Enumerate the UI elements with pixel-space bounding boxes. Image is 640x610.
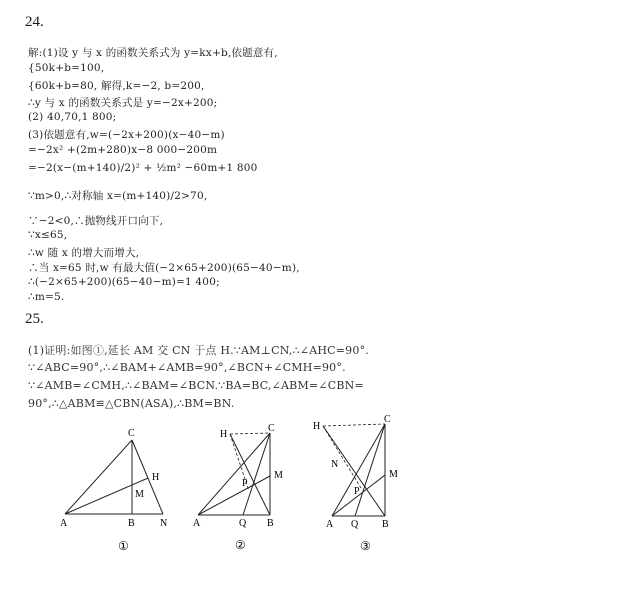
q24-line: ∴y 与 x 的函数关系式是 y=−2x+200; [28,97,218,109]
label-N: N [160,518,168,529]
label-H: H [152,472,160,483]
caption-2: ② [235,538,246,552]
label-A: A [60,518,68,529]
label-H: H [313,421,321,432]
label-B: B [128,518,135,529]
segment-AC [65,440,132,514]
segment-CQ [355,424,385,516]
segment-AC [332,424,385,516]
segment-CQ [243,433,270,515]
geometry-figure-1 [55,425,180,555]
label-B: B [382,519,389,530]
geometry-figure-3 [305,410,415,555]
q25-line: (1)证明:如图①,延长 AM 交 CN 于点 H.∵AM⊥CN,∴∠AHC=90°. [28,344,369,357]
q24-line: =−2(x−(m+140)/2)² + ½m² −60m+1 800 [28,162,258,174]
label-A: A [193,518,201,529]
label-N: N [331,459,339,470]
q25-line: ∵∠AMB=∠CMH,∴∠BAM=∠BCN.∵BA=BC,∠ABM=∠CBN= [28,379,364,392]
q24-line: (3)依题意有,w=(−2x+200)(x−40−m) [28,129,225,141]
q25-line: ∵∠ABC=90°,∴∠BAM+∠AMB=90°,∠BCN+∠CMH=90°. [28,361,346,374]
caption-1: ① [118,539,129,553]
label-Q: Q [239,518,247,529]
label-C: C [268,423,275,434]
label-B: B [267,518,274,529]
q24-line: {50k+b=100, [28,62,105,74]
q24-line: ∴m=5. [28,291,65,303]
q24-line: {60k+b=80, 解得,k=−2, b=200, [28,80,205,92]
question-25-number: 25. [25,311,44,327]
segment-HB [230,434,270,515]
segment-AM [198,476,270,515]
caption-3: ③ [360,539,371,553]
q24-line: 解:(1)设 y 与 x 的函数关系式为 y=kx+b,依题意有, [28,47,278,59]
question-24-number: 24. [25,14,44,30]
q25-line: 90°,∴△ABM≌△CBN(ASA),∴BM=BN. [28,397,235,410]
label-M: M [389,469,398,480]
q24-line: ∴当 x=65 时,w 有最大值(−2×65+200)(65−40−m), [28,262,300,274]
q24-line: ∵x≤65, [28,229,68,241]
label-A: A [326,519,334,530]
label-C: C [384,414,391,425]
q24-line: =−2x² +(2m+280)x−8 000−200m [28,144,218,156]
label-P: P [242,478,248,489]
label-M: M [274,470,283,481]
q24-line: ∴w 随 x 的增大而增大, [28,247,140,259]
geometry-figure-2 [190,420,295,555]
q24-line: ∵m>0,∴对称轴 x=(m+140)/2>70, [28,190,208,202]
q24-line: ∴(−2×65+200)(65−40−m)=1 400; [28,276,220,288]
label-C: C [128,428,135,439]
label-M: M [135,489,144,500]
q24-line: ∵−2<0,∴抛物线开口向下, [28,215,164,227]
label-Q: Q [351,519,359,530]
q24-line: (2) 40,70,1 800; [28,111,117,123]
label-P: P [354,486,360,497]
label-H: H [220,429,228,440]
